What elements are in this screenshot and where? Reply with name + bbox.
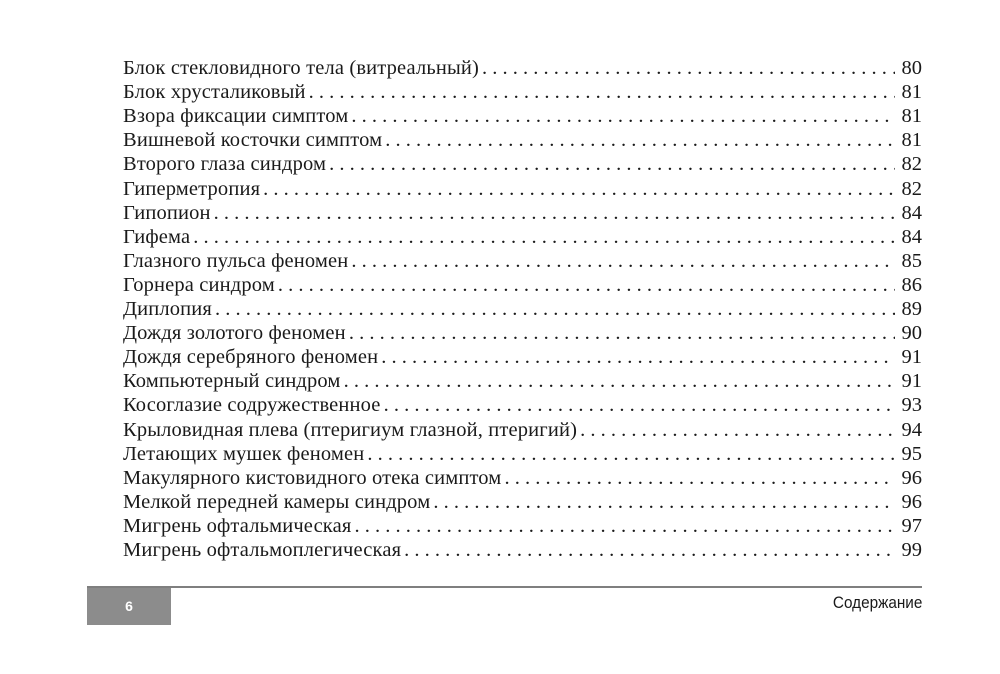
- toc-entry-title: Дождя серебряного феномен: [123, 346, 379, 369]
- toc-entry: [123, 490, 922, 514]
- toc-entry: [123, 201, 922, 225]
- toc-entry-title: Косоглазие содружественное: [123, 394, 381, 417]
- toc-entry-page: 89: [901, 298, 922, 321]
- running-title: Содержание: [832, 593, 922, 612]
- toc-entry-page: 81: [901, 81, 922, 104]
- toc-entry: [123, 152, 922, 176]
- dot-leader: [404, 538, 895, 562]
- dot-leader: [351, 249, 895, 273]
- toc-entry-page: 85: [901, 249, 922, 272]
- toc-entry-page: 82: [901, 177, 922, 200]
- toc-entry: [123, 514, 922, 538]
- toc-entry-page: 81: [901, 129, 922, 152]
- toc-entry-page: 90: [901, 322, 922, 345]
- dot-leader: [384, 393, 895, 417]
- toc-entry-title: Взора фиксации симптом: [123, 105, 349, 128]
- toc-entry-title: Компьютерный синдром: [123, 370, 341, 393]
- toc-entry-page: 81: [901, 105, 922, 128]
- toc-entry: [123, 80, 922, 104]
- toc-entry-page: 86: [901, 273, 922, 296]
- dot-leader: [349, 321, 895, 345]
- dot-leader: [504, 466, 895, 490]
- toc-entry-page: 91: [901, 370, 922, 393]
- toc-entry-title: Мигрень офтальмическая: [123, 514, 352, 537]
- dot-leader: [263, 177, 895, 201]
- toc-entry-page: 80: [901, 57, 922, 80]
- dot-leader: [193, 225, 895, 249]
- toc-entry-page: 91: [901, 346, 922, 369]
- toc-entry-title: Гипопион: [123, 201, 211, 224]
- dot-leader: [354, 514, 895, 538]
- page-number: 6: [87, 588, 171, 625]
- toc-entry: [123, 128, 922, 152]
- toc-entry-page: 84: [901, 225, 922, 248]
- dot-leader: [367, 442, 895, 466]
- toc-entry: [123, 345, 922, 369]
- dot-leader: [580, 418, 895, 442]
- toc-entry-title: Второго глаза синдром: [123, 153, 327, 176]
- toc-entry: [123, 538, 922, 562]
- toc-entry-title: Диплопия: [123, 298, 212, 321]
- toc-entry-title: Глазного пульса феномен: [123, 249, 349, 272]
- toc-entry-title: Блок хрусталиковый: [123, 81, 306, 104]
- toc-entry: [123, 442, 922, 466]
- toc-entry-page: 94: [901, 418, 922, 441]
- footer-rule: [87, 586, 922, 588]
- toc-entry: [123, 104, 922, 128]
- dot-leader: [433, 490, 895, 514]
- toc-entry: [123, 176, 922, 200]
- dot-leader: [482, 56, 895, 80]
- toc-entry-page: 95: [901, 442, 922, 465]
- toc-entry: [123, 297, 922, 321]
- toc-entry: [123, 249, 922, 273]
- toc-entry-title: Макулярного кистовидного отека симптом: [123, 466, 502, 489]
- dot-leader: [215, 297, 895, 321]
- toc-entry-page: 82: [901, 153, 922, 176]
- toc-entry-page: 96: [901, 466, 922, 489]
- toc-entry: [123, 417, 922, 441]
- toc-entry-title: Горнера синдром: [123, 273, 275, 296]
- toc-entry: [123, 321, 922, 345]
- toc-entry: [123, 466, 922, 490]
- dot-leader: [278, 273, 895, 297]
- dot-leader: [214, 201, 895, 225]
- toc-entry: [123, 225, 922, 249]
- dot-leader: [344, 369, 895, 393]
- toc-entry-page: 93: [901, 394, 922, 417]
- toc-entry-page: 96: [901, 490, 922, 513]
- toc-entry: [123, 56, 922, 80]
- table-of-contents: [123, 56, 922, 562]
- toc-entry: [123, 369, 922, 393]
- dot-leader: [351, 104, 895, 128]
- toc-entry-title: Дождя золотого феномен: [123, 322, 346, 345]
- dot-leader: [385, 128, 895, 152]
- dot-leader: [381, 345, 895, 369]
- toc-entry-title: Крыловидная плева (птеригиум глазной, птеригий): [123, 418, 578, 441]
- toc-entry-page: 84: [901, 201, 922, 224]
- dot-leader: [329, 152, 895, 176]
- toc-entry-title: Гифема: [123, 225, 191, 248]
- toc-entry: [123, 273, 922, 297]
- toc-entry-title: Вишневой косточки симптом: [123, 129, 383, 152]
- toc-entry-title: Летающих мушек феномен: [123, 442, 365, 465]
- toc-entry-title: Мелкой передней камеры синдром: [123, 490, 431, 513]
- toc-entry-title: Гиперметропия: [123, 177, 261, 200]
- toc-entry-title: Мигрень офтальмоплегическая: [123, 538, 402, 561]
- toc-entry: [123, 393, 922, 417]
- toc-entry-title: Блок стекловидного тела (витреальный): [123, 57, 479, 80]
- toc-entry-page: 97: [901, 514, 922, 537]
- dot-leader: [309, 80, 895, 104]
- toc-entry-page: 99: [901, 538, 922, 561]
